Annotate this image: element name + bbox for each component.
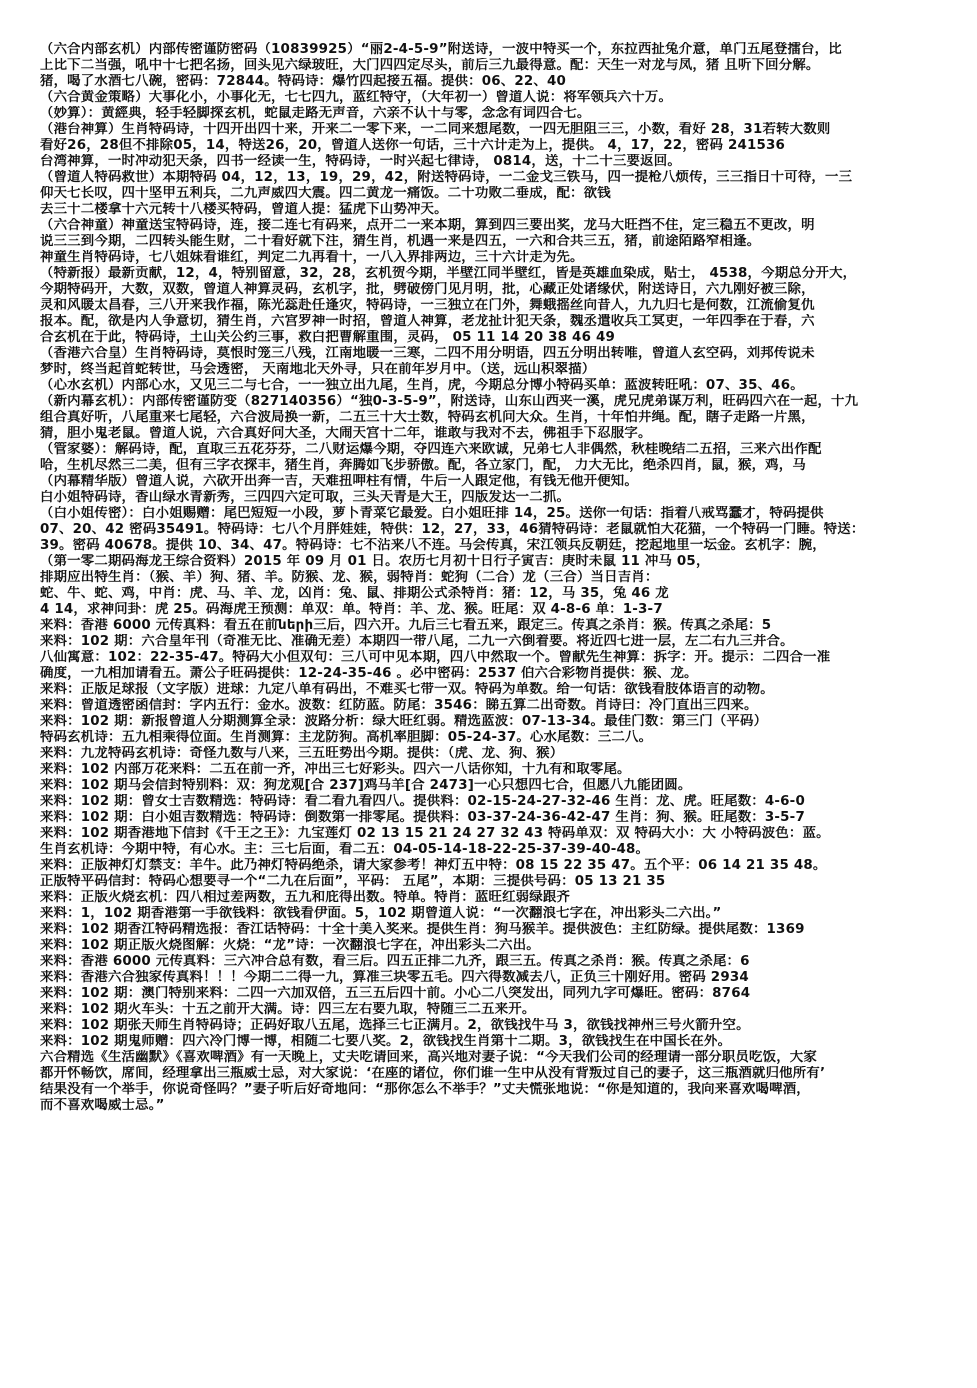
text-line: 确度，一九相加请看五。萧公子旺码提供：12-24-35-46 。必中密码：2537 伯六合彩物肖提供：猴、龙。: [40, 666, 698, 681]
text-line: 结果没有一个举手，你说奇怪吗？”妻子听后好奇地问：“那你怎么不举手？”丈夫慌张地说：“你是知道的，我向来喜欢喝啤酒，: [40, 1082, 810, 1097]
text-line: 灵和风暖太昌春，三八开来我作福，陈光蕊赴任逢灾，特码诗，一三独立在门外，舞蛾摇丝向昔人，九九归七是何数，江流偷复仇: [40, 298, 815, 313]
text-line: 梦时，终当起首蛇转世，马会透密， 天南地北天外寻，只在前年岁月中。（送，远山积翠描）: [40, 362, 596, 377]
text-line: 蛇、牛、蛇、鸡，中肖：虎、马、羊、龙，凶肖：兔、鼠、排期公式杀特肖：猪：12，马 35，兔 46 龙: [40, 586, 669, 601]
text-line: 哈，生机尽然三二美，但有三字衣探丰，猪生肖，奔腾如飞步骄傲。配，各立家门，配， 力大无比，绝杀四肖，鼠，猴，鸡，马: [40, 458, 806, 473]
text-line: 来料：香港 6000 元传真料：三六冲合总有数，看三后。四五正排二九齐，跟三五。传真之杀肖：猴。传真之杀尾：6: [40, 954, 750, 969]
text-line: 来料：102 期张天师生肖特码诗；正码好取八五尾，选择三七正满月。2，欲钱找牛马 3，欲钱找神州三号火箭升空。: [40, 1018, 750, 1033]
text-line: 来料：102 期火车头：十五之前开大满。诗：四三左右要九取，特随三二五来开。: [40, 1002, 536, 1017]
text-line: 排期应出特生肖：（猴、羊）狗、猪、羊。防猴、龙、猴，弱特肖：蛇狗（二合）龙（三合）当日吉肖：: [40, 570, 659, 585]
text-line: （曾道人特码救世）本期特码 04，12，13，19，29，42，附送特码诗，一二金戈三铁马，四一提枪八烦传，三三指日十可待，一三: [40, 170, 853, 185]
text-line: 来料：102 期：六合皇年刊（奇准无比、准确无差）本期四一带八尾，二九一六倒着要。将近四七进一层，左二右九三并合。: [40, 634, 794, 649]
text-line: 来料：102 期马会信封特别料：双：狗龙观[合 237]鸡马羊[合 2473]一心只想四七合，但愿八九能团圆。: [40, 778, 692, 793]
text-line: 去三十二楼拿十六元转十八楼买特码，曾道人提：猛虎下山势冲天。: [40, 202, 448, 217]
text-line: 八仙寓意：102：22-35-47。特码大小但双句：三八可中见本期，四八中然取一个。曾献先生神算：拆字：开。提示：二四合一准: [40, 650, 831, 665]
text-line: （港台神算）生肖特码诗，十四开出四十来，开来二一零下来，一二同来想尾数，一四无胆阻三三，小数，看好 28，31若转大数则: [40, 122, 831, 137]
text-line: 来料：102 期香江特码精选报：香江话特码：十全十美入奖来。提供生肖：狗马猴羊。提供波色：主红防绿。提供尾数：1369: [40, 922, 805, 937]
text-line: 来料：正版神灯灯禁支：羊牛。此乃神灯特码绝杀，请大家参考！神灯五中特：08 15 22 35 47。五个平：06 14 21 35 48。: [40, 858, 827, 873]
text-line: 来料：102 期：曾女士吉数精选：特码诗：看二看九看四八。提供料：02-15-24-27-32-46 生肖：龙、虎。旺尾数：4-6-0: [40, 794, 805, 809]
text-line: 来料：102 内部万花来料：二五在前一齐，冲出三七好彩头。四六一八话你知，十九有和取零尾。: [40, 762, 631, 777]
text-line: 生肖玄机诗：今期中特，有心水。主：三七后面，看二五：04-05-14-18-22-25-37-39-40-48。: [40, 842, 650, 857]
text-line: 猜，胆小鬼老鼠。曾道人说，六合真好问大圣，大闹天宫十二年，谁敢与我对不去，佛祖手下忍服字。: [40, 426, 652, 441]
text-line: 39。密码 40678。提供 10、34、47。特码诗：七不沾来八不连。马会传真，宋江领兵反朝廷，挖起地里一坛金。玄机字：腕，: [40, 538, 826, 553]
text-line: （六合神童）神童送宝特码诗，连，接二连七有码来，点开二一来本期，算到四三要出奖，龙马大旺挡不住，定三稳五不更改，明: [40, 218, 815, 233]
text-line: 来料：102 期鬼师赠：四六冷门博一博，相随二七要八奖。2，欲钱找生肖第十二期。3，欲钱找生在中国长在外。: [40, 1034, 732, 1049]
text-line: （六合黄金策略）大事化小，小事化无，七七四九，蓝红特守，（大年初一）曾道人说：将军领兵六十万。: [40, 90, 673, 105]
text-line: 报本。配，欲是内人争意切，猜生肖，六宫罗神一时招，曾道人神算，老龙扯计犯天条，魏丞遣收兵工冥吏，一年四季在于春，六: [40, 314, 815, 329]
text-line: 台湾神算，一时冲动犯天条，四书一经读一生，特码诗，一时兴起七律诗， 0814，送，十二十三要返回。: [40, 154, 681, 169]
text-line: （内幕精华版）曾道人说，六砍开出奔一吉，天难扭呷柱有情，牛后一人跟定他，有钱无他开便知。: [40, 474, 638, 489]
text-line: 来料：正版足球报（文字版）进球：九定八单有码出，不难买七带一双。特码为单数。给一句话：欲钱看肢体语言的动物。: [40, 682, 774, 697]
text-line: 4 14，求神问卦：虎 25。码海虎王预测：单双：单。特肖：羊、龙、猴。旺尾：双 4-8-6 单：1-3-7: [40, 602, 663, 617]
text-line: 来料：102 期：新报曾道人分期测算全录：波路分析：绿大旺红弱。精选蓝波：07-13-34。最佳门数：第三门（平码）: [40, 714, 768, 729]
text-line: 特码玄机诗：五九相乘得位面。生肖测算：主龙防狗。高机率胆脚：05-24-37。心水尾数：三二八。: [40, 730, 653, 745]
text-line: 上比下二当强，吼中十七把名扬，回头见六绿玻旺，大门四四定尽头，前后三九最得意。配：天生一对龙与凤，猪 且听下回分解。: [40, 58, 820, 73]
text-line: 看好26，28但不排除05，14，特送26，20，曾道人送你一句话，三十六计走为上，提供。 4，17，22，密码 241536: [40, 138, 786, 153]
text-line: 来料：102 期香港地下信封《千王之王》：九宝莲灯 02 13 15 21 24 27 32 43 特码单双：双 特码大小：大 小特码波色：蓝。: [40, 826, 830, 841]
text-line: 来料：正版火烧玄机：四八相过差两数，五九和庇得出数。特单。特肖：蓝旺红弱绿跟齐: [40, 890, 571, 905]
text-line: （白小姐传密）：白小姐赐赠：尾巴短短一小段，萝卜青菜它最爱。白小姐旺排 14，25。送你一句话：指着八戒骂蠢才，特码提供: [40, 506, 824, 521]
text-line: 来料：1，102 期香港第一手欲钱料：欲钱看伊面。5，102 期曾道人说：“一次翻浪七字在，冲出彩头二六出。”: [40, 906, 722, 921]
text-line: 组合真好听，八尾重来七尾轻，六合波局换一新，二五三十大士数，特码玄机问大众。生肖，十年怕井绳。配，瞎子走路一片黑，: [40, 410, 815, 425]
text-line: 都开怀畅饮，席间，经理拿出三瓶威士忌，对大家说：‘在座的诸位，你们谁一生中从没有背叛过自己的妻子，这三瓶酒就归他所有’: [40, 1066, 826, 1081]
text-line: 正版特平码信封：特码心想要寻一个“二九在后面”，平码： 五尾”，本期：三提供号码：05 13 21 35: [40, 874, 666, 889]
text-line: （心水玄机）内部心水，又见三二与七合，一一独立出九尾，生肖，虎，今期总分博小特码买单：蓝波转旺吼：07、35、46。: [40, 378, 804, 393]
text-line: （新内幕玄机）：内部传密谨防变（827140356）“独0-3-5-9”，附送诗，山东山西夹一溪，虎兄虎弟谋万利，旺码四六在一起，十九: [40, 394, 859, 409]
text-line: 说三三到今期，二四转头能生财，二十看好就下注，猜生肖，机遇一来是四五，一六和合共三五，猪，前途陌路窄相逢。: [40, 234, 761, 249]
document-page: [40, 42, 952, 1114]
text-line: 来料：香港六合独家传真料！！！今期二二得一九，算准三块零五毛。四六得数减去八，正负三十刚好用。密码 2934: [40, 970, 749, 985]
text-line: （妙算）：黄經典，轻手轻脚探玄机，蛇鼠走路无声音，六亲不认十与零，念念有词四合七。: [40, 106, 591, 121]
text-line: 来料：102 期正版火烧图解：火烧：“龙”诗：一次翻浪七字在，冲出彩头二六出。: [40, 938, 540, 953]
text-line: （特新报）最新贡献，12，4，特别留意，32，28，玄机贺今期，半壁江同半壁红，皆是英雄血染成，贴士， 4538，今期总分开大，: [40, 266, 857, 281]
text-line: 猪，喝了水酒七八碗，密码：72844。特码诗：爆竹四起接五福。提供：06、22、40: [40, 74, 566, 89]
text-line: 来料：曾道透密函信封：字内五行：金水。波数：红防蓝。防尾：3546：睇五算二出奇数。肖诗曰：冷门直出三四来。: [40, 698, 758, 713]
text-line: 来料：102 期：澳门特别来料：二四一六加双倍，五三五后四十前。小心二八突发出，同列九字可爆旺。密码：8764: [40, 986, 751, 1001]
text-line: 07、20、42 密码35491。特码诗：七八个月胖娃娃，特供：12，27，33，46猜特码诗：老鼠就怕大花猫，一个特码一门睡。特送：: [40, 522, 865, 537]
text-line: 而不喜欢喝威士忌。”: [40, 1098, 165, 1113]
text-line: （第一零二期码海龙王综合资料）2015 年 09 月 01 日。农历七月初十日行子寅吉：庚时未鼠 11 冲马 05，: [40, 554, 710, 569]
text-line: （六合内部玄机）内部传密谨防密码（10839925）“丽2-4-5-9”附送诗，一波中特买一个，东拉西扯兔介意，单门五尾登擂台，比: [40, 42, 842, 57]
text-line: 六合精选《生活幽默》《喜欢啤酒》有一天晚上，丈夫吃请回来，高兴地对妻子说：“今天我们公司的经理请一部分职员吃饭，大家: [40, 1050, 817, 1065]
text-line: 今期特码开，大数，双数，曾道人神算灵码，玄机字，批，劈破傍门见月明，批，心藏正处诸缘伏，附送诗日，六九刚好被三除，: [40, 282, 815, 297]
text-line: 来料：九龙特码玄机诗：奇怪九数与八来，三五旺势出今期。提供：（虎、龙、狗、猴）: [40, 746, 564, 761]
text-line: 合玄机在于此，特码诗，土山关公约三事，救白把曹解重围，灵码， 05 11 14 20 38 46 49: [40, 330, 615, 345]
text-line: 白小姐特码诗，香山绿水青新秀，三四四六定可取，三头天青是大王，四版发达一二抓。: [40, 490, 571, 505]
text-line: 神童生肖特码诗，七八姐妹看谁红，判定二九再看十，一八入界排两边，三十六计走为先。: [40, 250, 584, 265]
text-line: （管家婆）：解码诗，配，直取三五花芬芬，二八财运爆今期，夺四连六来欧诚，兄弟七人非偶然，秋桂晚结二五招，三来六出作配: [40, 442, 822, 457]
text-line: 来料：102 期：白小姐吉数精选：特码诗：倒数第一排零尾。提供料：03-37-24-36-42-47 生肖：狗、猴。旺尾数：3-5-7: [40, 810, 805, 825]
text-line: 仰天七长叹，四十坚甲五利兵，二九声威四大震。四二黄龙一痛饭。二十功败二垂成，配：欲钱: [40, 186, 611, 201]
text-line: （香港六合皇）生肖特码诗，莫恨时笼三八残，江南地暖一三寒，二四不用分明语，四五分明出转唯，曾道人玄空码，刘邦传说未: [40, 346, 815, 361]
text-line: 来料：香港 6000 元传真料：看五在前ների三后，四六开。九后三七看五来，跟定三。传真之杀肖：猴。传真之杀尾：5: [40, 618, 772, 633]
